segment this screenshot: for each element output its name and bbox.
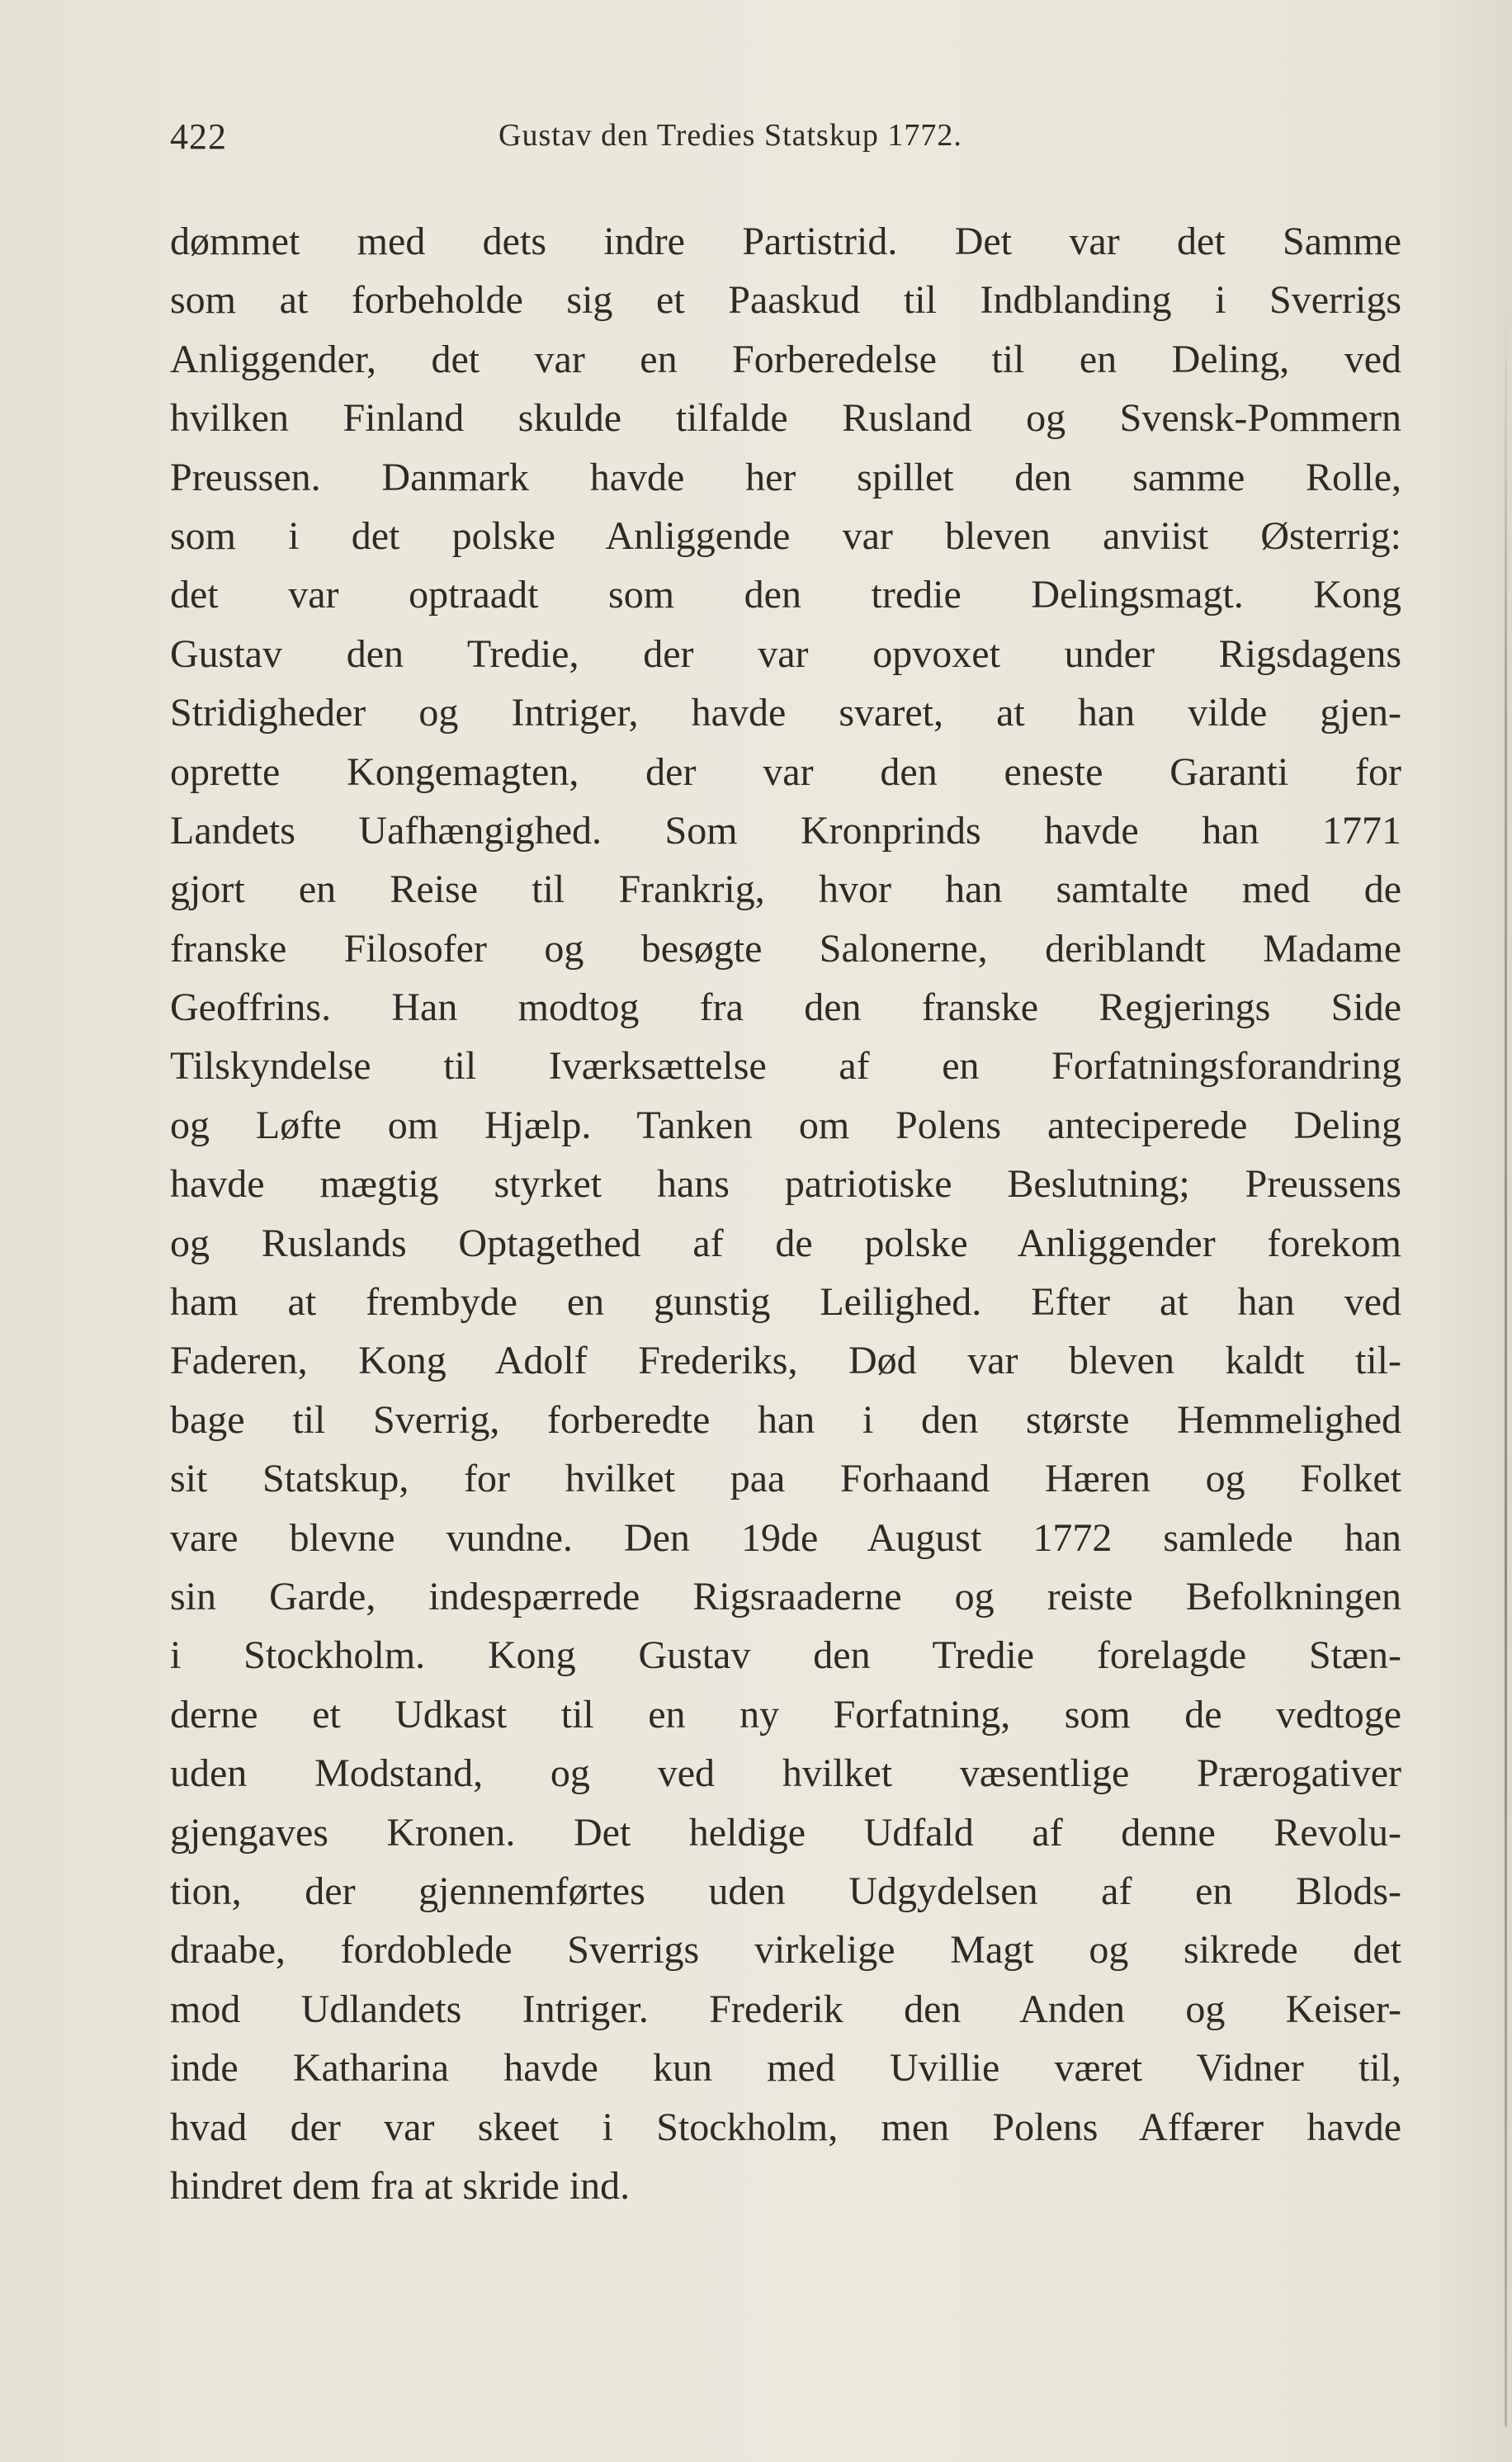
text-line: det var optraadt som den tredie Delingsmagt. Kong [170,573,1401,617]
text-line: draabe, fordoblede Sverrigs virkelige Magt og sikrede det [170,1928,1401,1973]
text-line: Faderen, Kong Adolf Frederiks, Død var bleven kaldt til- [170,1339,1401,1383]
text-line: franske Filosofer og besøgte Salonerne, deriblandt Madame [170,926,1401,971]
text-line: mod Udlandets Intriger. Frederik den Anden og Keiser- [170,1987,1401,2031]
text-line: dømmet med dets indre Partistrid. Det var det Samme [170,220,1401,263]
text-line: Gustav den Tredie, der var opvoxet under Rigsdagens [170,631,1401,676]
text-line: i Stockholm. Kong Gustav den Tredie forelagde Stæn- [170,1633,1401,1678]
text-line: ham at frembyde en gunstig Leilighed. Efter at han ved [170,1280,1401,1325]
text-line: Anliggender, det var en Forberedelse til en Deling, ved [170,337,1401,381]
text-line: gjort en Reise til Frankrig, hvor han samtalte med de [170,867,1401,912]
text-line: oprette Kongemagten, der var den eneste Garanti for [170,749,1401,794]
text-line: vare blevne vundne. Den 19de August 1772 samlede han [170,1515,1401,1560]
text-line: som i det polske Anliggende var bleven anviist Østerrig: [170,513,1401,558]
text-line: hindret dem fra at skride ind. [170,2163,631,2208]
text-line: uden Modstand, og ved hvilket væsentlige Prærogativer [170,1751,1401,1796]
text-line: havde mægtig styrket hans patriotiske Beslutning; Preussens [170,1162,1401,1207]
text-line: sin Garde, indespærrede Rigsraaderne og reiste Befolkningen [170,1574,1401,1618]
text-line: og Ruslands Optagethed af de polske Anliggender forekom [170,1221,1401,1265]
text-line: hvilken Finland skulde tilfalde Rusland og Svensk-Pommern [170,396,1401,441]
text-line: tion, der gjennemførtes uden Udgydelsen af en Blods- [170,1869,1401,1913]
body-text [170,212,1401,2215]
page-number: 422 [170,116,227,157]
text-line: sit Statskup, for hvilket paa Forhaand Hæren og Folket [170,1457,1401,1501]
running-title: Gustav den Tredies Statskup 1772. [498,118,962,153]
text-line: inde Katharina havde kun med Uvillie været Vidner til, [170,2046,1401,2091]
page-edge-shadow [1505,297,1507,2427]
text-line: Preussen. Danmark havde her spillet den samme Rolle, [170,455,1401,499]
page-header [170,116,1392,165]
text-line: derne et Udkast til en ny Forfatning, som de vedtoge [170,1692,1401,1737]
text-line: Geoffrins. Han modtog fra den franske Regjerings Side [170,985,1401,1030]
text-line: hvad der var skeet i Stockholm, men Polens Affærer havde [170,2105,1401,2149]
text-line: gjengaves Kronen. Det heldige Udfald af denne Revolu- [170,1810,1401,1855]
text-line: og Løfte om Hjælp. Tanken om Polens anteciperede Deling [170,1103,1401,1147]
text-line: Stridigheder og Intriger, havde svaret, at han vilde gjen- [170,691,1401,735]
text-line: som at forbeholde sig et Paaskud til Indblanding i Sverrigs [170,278,1401,323]
text-line: Tilskyndelse til Iværksættelse af en Forfatningsforandring [170,1044,1401,1089]
text-line: bage til Sverrig, forberedte han i den største Hemmelighed [170,1397,1401,1442]
text-line: Landets Uafhængighed. Som Kronprinds havde han 1771 [170,808,1401,853]
